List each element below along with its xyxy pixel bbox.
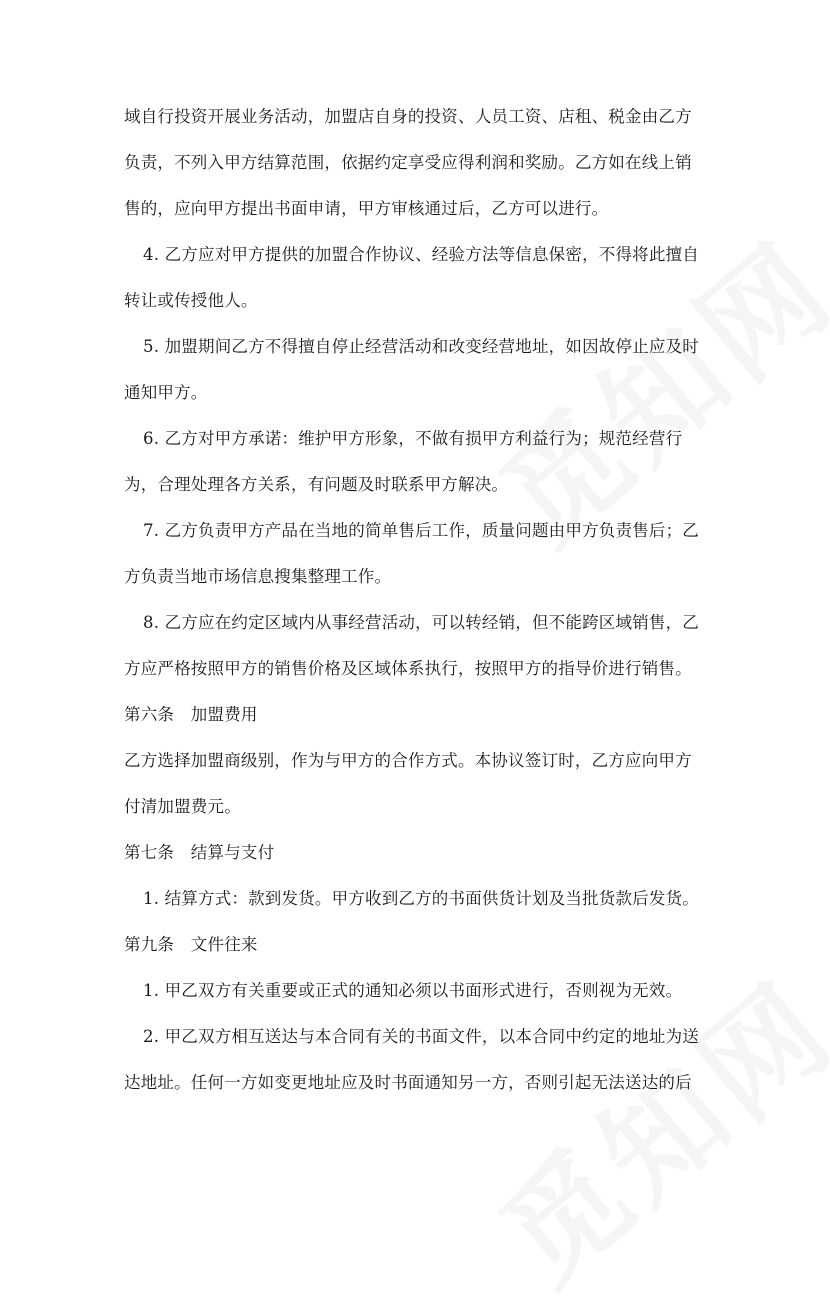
paragraph-line: 乙方选择加盟商级别，作为与甲方的合作方式。本协议签订时，乙方应向甲方 (124, 751, 692, 770)
document-body (124, 106, 714, 1093)
clause-item-continuation: 达地址。任何一方如变更地址应及时书面通知另一方，否则引起无法送达的后 (124, 1073, 692, 1092)
paragraph-line: 售的，应向甲方提出书面申请，甲方审核通过后，乙方可以进行。 (124, 199, 609, 218)
clause-item-continuation: 方负责当地市场信息搜集整理工作。 (124, 567, 392, 586)
paragraph-line: 负责，不列入甲方结算范围，依据约定享受应得利润和奖励。乙方如在线上销 (124, 153, 692, 172)
paragraph-line: 付清加盟费元。 (124, 797, 241, 816)
clause-item-continuation: 方应严格按照甲方的销售价格及区域体系执行，按照甲方的指导价进行销售。 (124, 659, 692, 678)
paragraph-line: 域自行投资开展业务活动，加盟店自身的投资、人员工资、店租、税金由乙方 (124, 107, 692, 126)
clause-item-line: 6. 乙方对甲方承诺：维护甲方形象，不做有损甲方利益行为；规范经营行 (143, 429, 683, 448)
clause-item-continuation: 转让或传授他人。 (124, 291, 258, 310)
clause-item-continuation: 为，合理处理各方关系，有问题及时联系甲方解决。 (124, 475, 509, 494)
section-heading: 第六条 加盟费用 (124, 705, 258, 724)
clause-item-continuation: 通知甲方。 (124, 383, 208, 402)
section-heading: 第九条 文件往来 (124, 935, 258, 954)
clause-item-line: 5. 加盟期间乙方不得擅自停止经营活动和改变经营地址，如因故停止应及时 (143, 337, 699, 356)
section-heading: 第七条 结算与支付 (124, 843, 275, 862)
clause-item-line: 2. 甲乙双方相互送达与本合同有关的书面文件，以本合同中约定的地址为送 (143, 1027, 699, 1046)
clause-item-line: 1. 甲乙双方有关重要或正式的通知必须以书面形式进行，否则视为无效。 (143, 981, 683, 1000)
clause-item-line: 1. 结算方式：款到发货。甲方收到乙方的书面供货计划及当批货款后发货。 (143, 889, 699, 908)
clause-item-line: 8. 乙方应在约定区域内从事经营活动，可以转经销，但不能跨区域销售，乙 (143, 613, 699, 632)
clause-item-line: 4. 乙方应对甲方提供的加盟合作协议、经验方法等信息保密，不得将此擅自 (143, 245, 699, 264)
clause-item-line: 7. 乙方负责甲方产品在当地的简单售后工作，质量问题由甲方负责售后；乙 (143, 521, 699, 540)
